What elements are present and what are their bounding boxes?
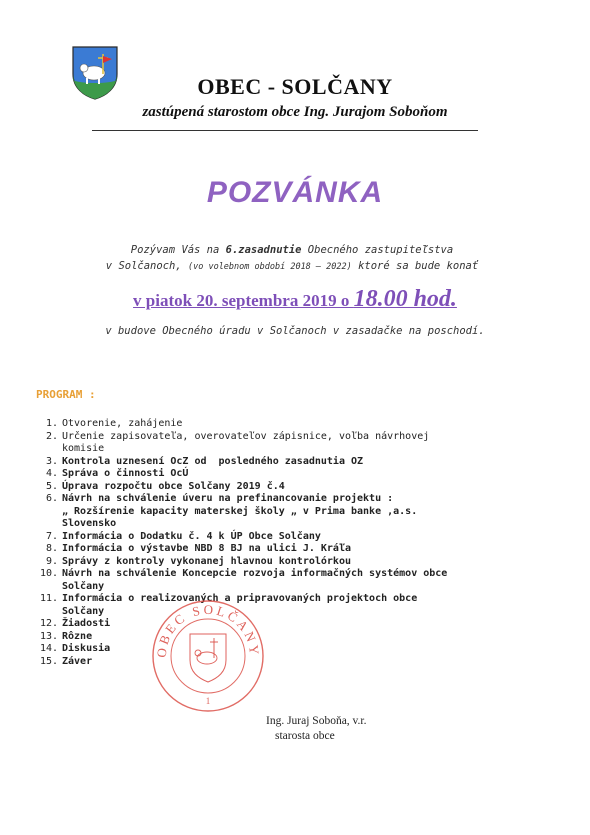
official-stamp (150, 598, 266, 714)
represented-by: zastúpená starostom obce Ing. Jurajom Soboňom (142, 104, 448, 120)
program-heading: PROGRAM : (36, 388, 96, 401)
intro-term: (vo volebnom období 2018 – 2022) (187, 262, 352, 272)
list-item (34, 593, 554, 618)
list-item (34, 468, 554, 481)
list-item (34, 456, 554, 469)
list-item-text: Otvorenie, zahájenie (62, 418, 183, 429)
list-item-number: 6. (45, 493, 58, 504)
header-divider (92, 130, 478, 131)
list-item (34, 643, 554, 656)
list-item (34, 656, 554, 669)
intro-text-3: v Solčanoch, (105, 260, 188, 272)
list-item-number: 1. (45, 418, 58, 429)
list-item-text: Návrh na schválenie úveru na prefinancovanie projektu : „ Rozšírenie kapacity materskej školy „ v Prima banke ,a.s. Slovensko (62, 493, 418, 529)
list-item-number: 13. (39, 630, 58, 642)
signatory-role: starosta obce (275, 730, 335, 742)
agenda-list (34, 418, 554, 668)
list-item-text: Návrh na schválenie Koncepcie rozvoja informačných systémov obce Solčany (62, 568, 448, 592)
meeting-date: v piatok 20. septembra 2019 o (133, 291, 354, 310)
list-item (34, 481, 554, 494)
list-item-text: Úprava rozpočtu obce Solčany 2019 č.4 (62, 480, 285, 492)
list-item-number: 15. (39, 655, 58, 667)
list-item-number: 2. (45, 430, 58, 442)
list-item (34, 543, 554, 556)
municipality-name: OBEC - SOLČANY (197, 74, 393, 99)
list-item-number: 14. (39, 643, 58, 654)
intro-session: 6.zasadnutie (225, 244, 302, 256)
document-title: POZVÁNKA (206, 176, 384, 209)
list-item-text: Určenie zapisovateľa, overovateľov zápisnice, voľba návrhovej komisie (62, 430, 430, 454)
list-item-number: 4. (45, 468, 58, 479)
signatory-name: Ing. Juraj Soboňa, v.r. (266, 715, 367, 727)
list-item-number: 8. (45, 543, 58, 554)
list-item-text: Informácia o realizovaných a pripravovaných projektoch obce Solčany (62, 593, 418, 617)
list-item (34, 531, 554, 544)
list-item-number: 7. (45, 530, 58, 542)
list-item-number: 10. (39, 568, 58, 579)
intro-text-4: ktoré sa bude konať (351, 260, 479, 272)
stamp-number: 1 (205, 696, 211, 706)
list-item-number: 5. (45, 480, 58, 492)
list-item-text: Žiadosti (62, 618, 111, 629)
meeting-place: v budove Obecného úradu v Solčanoch v zasadačke na poschodí. (105, 325, 485, 337)
list-item-number: 9. (45, 555, 58, 567)
list-item (34, 431, 554, 456)
list-item-number: 3. (45, 455, 58, 467)
list-item-text: Záver (62, 655, 93, 667)
list-item (34, 493, 554, 531)
meeting-time: 18.00 hod. (353, 286, 457, 312)
stamp-text: OBEC SOLČANY (153, 601, 263, 659)
list-item-text: Informácia o výstavbe NBD 8 BJ na ulici J. Kráľa (62, 543, 351, 554)
list-item-text: Informácia o Dodatku č. 4 k ÚP Obce Solčany (62, 530, 321, 542)
list-item-text: Rôzne (62, 630, 93, 642)
list-item-number: 11. (39, 593, 58, 604)
list-item-text: Diskusia (62, 643, 111, 654)
intro-text-1: Pozývam Vás na (130, 244, 226, 256)
invitation-intro (42, 242, 542, 275)
list-item (34, 556, 554, 569)
list-item-text: Správa o činnosti OcÚ (62, 468, 189, 479)
intro-text-2: Obecného zastupiteľstva (301, 244, 454, 256)
list-item (34, 618, 554, 631)
svg-text:OBEC SOLČANY (154, 602, 263, 658)
meeting-datetime (0, 286, 590, 313)
list-item (34, 631, 554, 644)
list-item (34, 418, 554, 431)
list-item-text: Správy z kontroly vykonanej hlavnou kontrolórkou (62, 555, 351, 567)
list-item-number: 12. (39, 618, 58, 629)
list-item (34, 568, 554, 593)
list-item-text: Kontrola uznesení OcZ od posledného zasadnutia OZ (62, 455, 364, 467)
